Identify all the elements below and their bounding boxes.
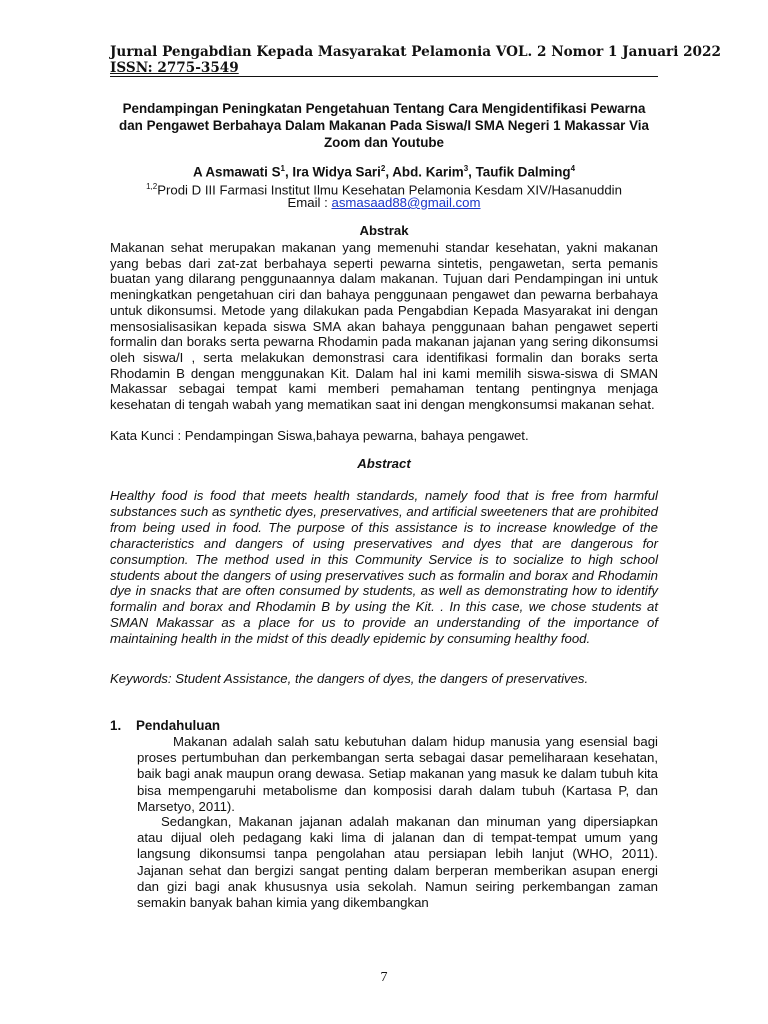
author-name: Taufik Dalming: [475, 164, 571, 180]
author-name: Abd. Karim: [392, 164, 464, 180]
author-list: A Asmawati $S^1$, Ira Widya Sari$^2$, Abd. Karim$^3$, Taufik Dalming$^4$: [192, 164, 576, 180]
paper-title: Pendampingan Peningkatan Pengetahuan Tentang Cara Mengidentifikasi Pewarna dan Pengawet Berbahaya Dalam Makanan Pada Siswa/I SMA Negeri 1 Makassar Via Zoom dan Youtube: [119, 101, 649, 150]
journal-title: Jurnal Pengabdian Kepada Masyarakat Pelamonia VOL. 2 Nomor 1 Januari 2022: [110, 44, 721, 60]
section-number: 1.: [110, 718, 122, 733]
author-sup: 1: [280, 164, 285, 173]
body-paragraph: Makanan adalah salah satu kebutuhan dalam hidup manusia yang esensial bagi proses pertumbuhan dan perkembangan serta sebagai dasar pemeliharaan kesehatan, baik bagi anak maupun orang dewasa. Setiap makanan yang masuk ke dalam tubuh kita bisa mempengaruhi metabolisme dan komposisi darah dalam tubuh (Kartasa P, dan Marsetyo, 2011).: [137, 734, 658, 814]
contact-email: [110, 194, 658, 211]
section-heading: [110, 718, 658, 733]
keywords: Keywords: Student Assistance, the dangers of dyes, the dangers of preservatives.: [110, 671, 589, 686]
author-name: A Asmawati S: [192, 164, 281, 180]
email-label: Email :: [287, 195, 332, 210]
affiliation-text: Prodi D III Farmasi Institut Ilmu Kesehatan Pelamonia Kesdam XIV/Hasanuddin: [157, 182, 622, 198]
abstract-text: Healthy food is food that meets health standards, namely food that is free from harmful substances such as synthetic dyes, preservatives, and artificial sweeteners that are prohibited from being used in food. The purpose of this assistance is to increase knowledge of the characteristics and dangers of using preservatives and dyes that are dangerous for consumption. The method used in this Community Service is to socialize to high school students about the dangers of using preservatives such as formalin and borax and Rhodamin dye in snacks that are often consumed by students, as well as demonstrating how to identify formalin and borax and Rhodamin B by using the Kit. . In this case, we chose students at SMAN Makassar as a place for us to provide an understanding of the importance of maintaining health in the midst of this deadly epidemic by consuming healthy food.: [110, 488, 658, 647]
abstrak-heading: Abstrak: [359, 223, 409, 238]
abstrak-text: Makanan sehat merupakan makanan yang memenuhi standar kesehatan, yakni makanan yang bebas dari zat-zat berbahaya seperti pewarna sintetis, pengawetan, serta pemanis buatan yang dilarang penggunaannya dalam makanan. Tujuan dari Pendampingan ini untuk meningkatkan pengetahuan ciri dan bahaya penggunaan pengawet dan pewarna berbahaya untuk dikonsumsi. Metode yang dilakukan pada Pengabdian Kepada Masyarakat ini dengan mensosialisasikan kepada siswa SMA akan bahaya penggunaan bahan pengawet seperti formalin dan boraks serta pewarna Rhodamin pada makanan jajanan yang sering dikonsumsi oleh siswa/I , serta melakukan demonstrasi cara identifikasi formalin dan boraks serta Rhodamin B dengan menggunakan Kit. Dalam hal ini kami memilih siswa-siswa di SMAN Makassar sebagai tempat kami memberi pemahaman tentang pentingnya menjaga kesehatan di tengah wabah yang mematikan saat ini dengan mengkonsumsi makanan sehat.: [110, 240, 658, 413]
journal-header: [110, 44, 721, 77]
email-link[interactable]: asmasaad88@gmail.com: [331, 195, 481, 210]
section-title: Pendahuluan: [136, 718, 221, 733]
kata-kunci: Kata Kunci : Pendampingan Siswa,bahaya pewarna, bahaya pengawet.: [110, 428, 529, 443]
page-number: 7: [380, 970, 388, 985]
author-name: Ira Widya Sari: [292, 164, 381, 180]
abstract-heading: Abstract: [357, 456, 411, 471]
author-sup: 4: [570, 164, 576, 173]
author-sup: 3: [463, 164, 469, 173]
author-sup: 2: [380, 164, 386, 173]
journal-issn: ISSN: 2775-3549: [110, 60, 239, 76]
affiliation-sup: 1,2: [146, 182, 158, 191]
body-paragraph: Sedangkan, Makanan jajanan adalah makanan dan minuman yang dipersiapkan atau dijual oleh pedagang kaki lima di jalanan dan di tempat-tempat umum yang langsung dikonsumsi tanpa pengolahan atau persiapan lebih lanjut (WHO, 2011). Jajanan sehat dan bergizi sangat penting dalam berperan memberikan asupan energi dan gizi bagi anak khususnya usia sekolah. Namun seiring perkembangan zaman semakin banyak bahan kimia yang dikembangkan: [137, 814, 658, 911]
